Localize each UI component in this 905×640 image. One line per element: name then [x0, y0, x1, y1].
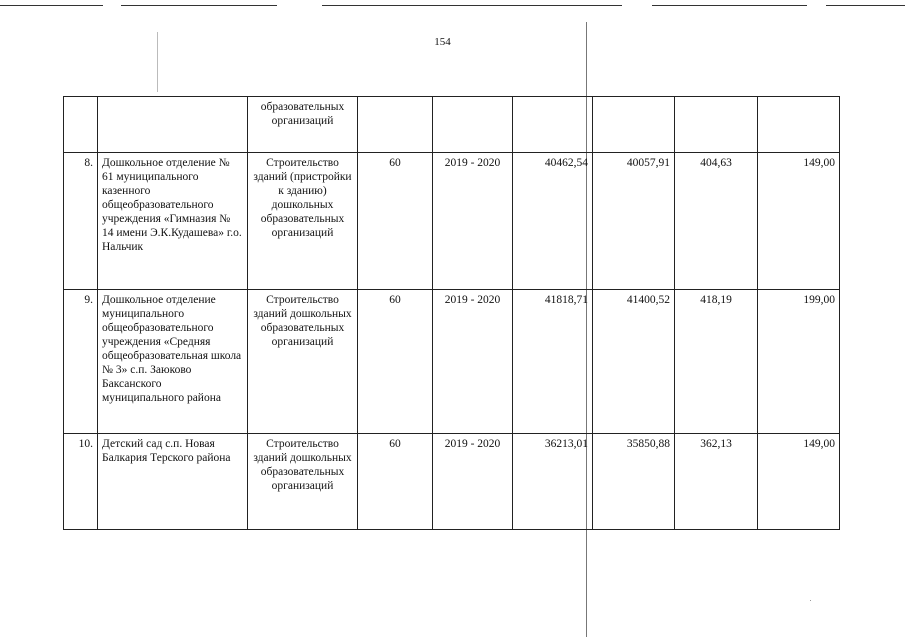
unit-cost: 199,00: [758, 290, 840, 434]
capacity: 60: [358, 290, 433, 434]
scan-line: [826, 5, 905, 6]
regional-amount: [675, 97, 758, 153]
work-type: Строительство зданий (пристройки к зданию) дошкольных образовательных организаций: [248, 153, 358, 290]
capacity: [358, 97, 433, 153]
total-amount: 41818,71: [513, 290, 593, 434]
federal-amount: 35850,88: [593, 434, 675, 530]
scan-line: [0, 5, 103, 6]
regional-amount: 404,63: [675, 153, 758, 290]
row-number: 9.: [64, 290, 98, 434]
organization-name: Дошкольное отделение № 61 муниципального казенного общеобразовательного учреждения «Гимназия № 14 имени Э.К.Кудашева» г.о. Нальчик: [98, 153, 248, 290]
unit-cost: 149,00: [758, 434, 840, 530]
scan-line: [322, 5, 622, 6]
table-row: [64, 434, 840, 530]
regional-amount: 418,19: [675, 290, 758, 434]
organization-name: Дошкольное отделение муниципального общеобразовательного учреждения «Средняя общеобразовательная школа № 3» с.п. Заюково Баксанского муниципального района: [98, 290, 248, 434]
document-table: [63, 96, 840, 530]
regional-amount: 362,13: [675, 434, 758, 530]
organization-name: Детский сад с.п. Новая Балкария Терского района: [98, 434, 248, 530]
years: 2019 - 2020: [433, 153, 513, 290]
scan-line: [121, 5, 277, 6]
years: [433, 97, 513, 153]
unit-cost: 149,00: [758, 153, 840, 290]
table-row: [64, 97, 840, 153]
total-amount: 40462,54: [513, 153, 593, 290]
total-amount: 36213,01: [513, 434, 593, 530]
table-row: [64, 153, 840, 290]
scan-speck: [810, 600, 811, 601]
years: 2019 - 2020: [433, 434, 513, 530]
scan-line: [652, 5, 807, 6]
federal-amount: 41400,52: [593, 290, 675, 434]
federal-amount: 40057,91: [593, 153, 675, 290]
capacity: 60: [358, 434, 433, 530]
federal-amount: [593, 97, 675, 153]
work-type: Строительство зданий дошкольных образовательных организаций: [248, 434, 358, 530]
work-type: образовательных организаций: [248, 97, 358, 153]
years: 2019 - 2020: [433, 290, 513, 434]
total-amount: [513, 97, 593, 153]
capacity: 60: [358, 153, 433, 290]
page-number: 154: [434, 36, 451, 48]
row-number: 10.: [64, 434, 98, 530]
work-type: Строительство зданий дошкольных образовательных организаций: [248, 290, 358, 434]
table-row: [64, 290, 840, 434]
organization-name: [98, 97, 248, 153]
row-number: 8.: [64, 153, 98, 290]
unit-cost: [758, 97, 840, 153]
row-number: [64, 97, 98, 153]
